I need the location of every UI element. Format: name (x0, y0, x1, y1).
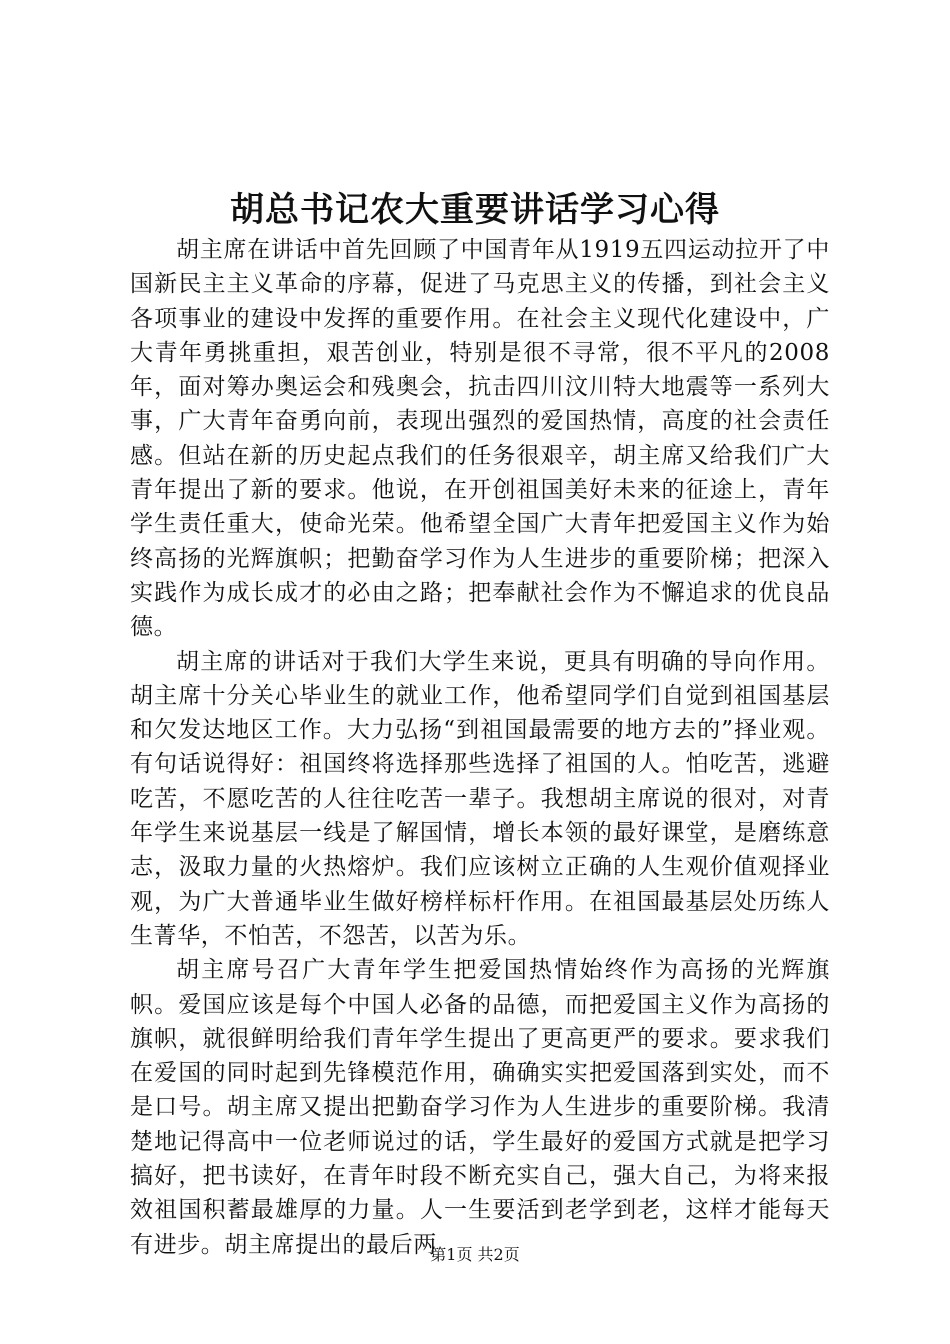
paragraph: 胡主席在讲话中首先回顾了中国青年从1919五四运动拉开了中国新民主主义革命的序幕，促进了马克思主义的传播，到社会主义各项事业的建设中发挥的重要作用。在社会主义现代化建设中，广大青年勇挑重担，艰苦创业，特别是很不寻常，很不平凡的2008年，面对筹办奥运会和残奥会，抗击四川汶川特大地震等一系列大事，广大青年奋勇向前，表现出强烈的爱国热情，高度的社会责任感。但站在新的历史起点我们的任务很艰辛，胡主席又给我们广大青年提出了新的要求。他说，在开创祖国美好未来的征途上，青年学生责任重大，使命光荣。他希望全国广大青年把爱国主义作为始终高扬的光辉旗帜；把勤奋学习作为人生进步的重要阶梯；把深入实践作为成长成才的必由之路；把奉献社会作为不懈追求的优良品德。 (130, 237, 830, 641)
document-title: 胡总书记农大重要讲话学习心得 (230, 190, 720, 230)
document-body (130, 233, 830, 1262)
paragraph: 胡主席的讲话对于我们大学生来说，更具有明确的导向作用。胡主席十分关心毕业生的就业工作，他希望同学们自觉到祖国基层和欠发达地区工作。大力弘扬“到祖国最需要的地方去的”择业观。有句话说得好：祖国终将选择那些选择了祖国的人。怕吃苦，逃避吃苦，不愿吃苦的人往往吃苦一辈子。我想胡主席说的很对，对青年学生来说基层一线是了解国情，增长本领的最好课堂，是磨练意志，汲取力量的火热熔炉。我们应该树立正确的人生观价值观择业观，为广大普通毕业生做好榜样标杆作用。在祖国最基层处历练人生菁华，不怕苦，不怨苦，以苦为乐。 (130, 648, 830, 949)
page-number-footer: 第1页 共2页 (430, 1245, 520, 1264)
paragraph: 胡主席号召广大青年学生把爱国热情始终作为高扬的光辉旗帜。爱国应该是每个中国人必备的品德，而把爱国主义作为高扬的旗帜，就很鲜明给我们青年学生提出了更高更严的要求。要求我们在爱国的同时起到先锋模范作用，确确实实把爱国落到实处，而不是口号。胡主席又提出把勤奋学习作为人生进步的重要阶梯。我清楚地记得高中一位老师说过的话，学生最好的爱国方式就是把学习搞好，把书读好，在青年时段不断充实自己，强大自己，为将来报效祖国积蓄最雄厚的力量。人一生要活到老学到老，这样才能每天有进步。胡主席提出的最后两 (130, 957, 830, 1258)
